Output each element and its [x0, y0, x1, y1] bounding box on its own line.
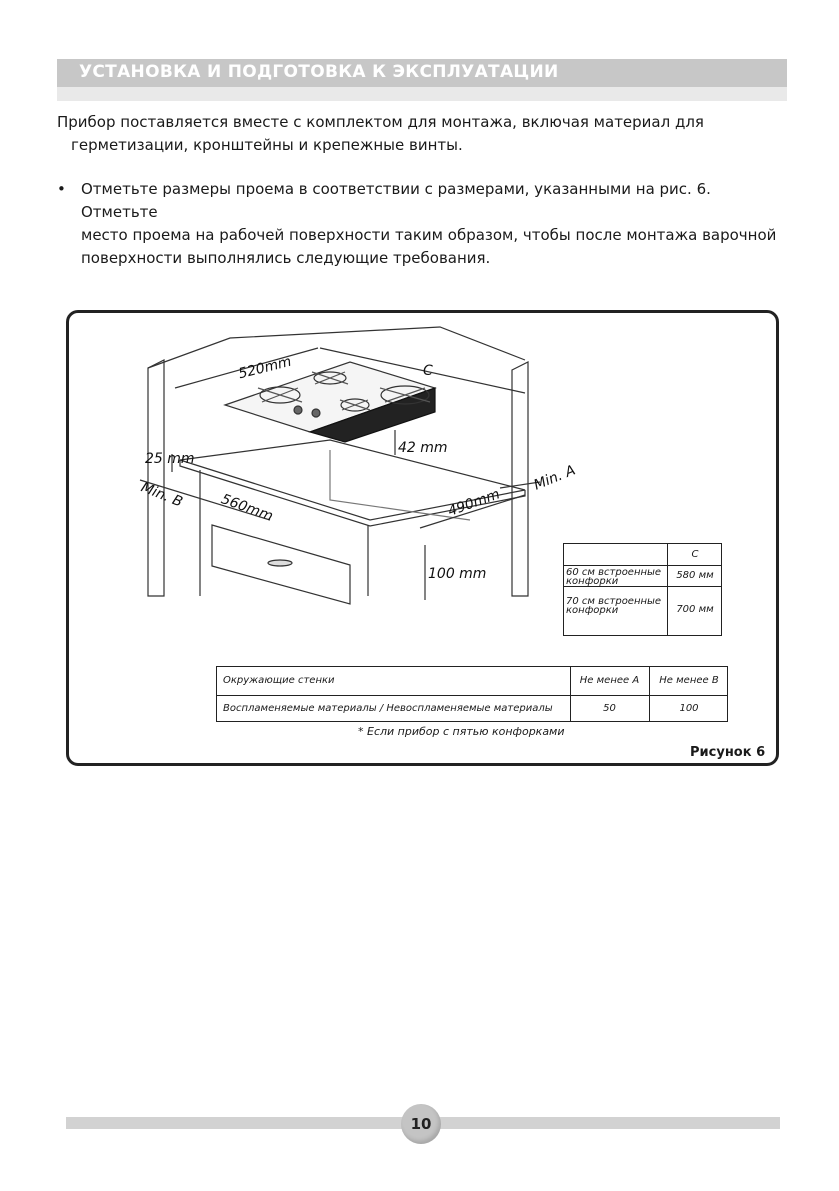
materials-row-a: 50	[603, 703, 616, 714]
knob-1	[294, 406, 302, 414]
dim-label-100: 100 mm	[428, 566, 487, 582]
c-table-row1-label-2: конфорки	[566, 576, 619, 587]
knob-2	[312, 409, 320, 417]
dim-label-490: 490mm	[445, 486, 503, 520]
materials-header-a: Не менее A	[579, 675, 640, 686]
section-title: УСТАНОВКА И ПОДГОТОВКА К ЭКСПЛУАТАЦИИ	[79, 62, 559, 82]
page-number-badge	[401, 1104, 441, 1144]
intro-line-2: герметизации, кронштейны и крепежные винты.	[71, 136, 463, 154]
figure-caption: Рисунок 6	[690, 745, 766, 760]
right-wall	[512, 362, 528, 596]
dim-label-520: 520mm	[236, 353, 294, 383]
c-table-row1-label-1: 60 см встроенные	[566, 567, 662, 578]
c-table-header: C	[691, 549, 699, 560]
c-dimension-table	[563, 543, 722, 636]
intro-line-1: Прибор поставляется вместе с комплектом для монтажа, включая материал для	[57, 113, 704, 131]
materials-row-label: Воспламеняемые материалы / Невоспламеняемые материалы	[223, 703, 553, 714]
dim-label-560: 560mm	[218, 491, 276, 525]
c-table-row2-label-2: конфорки	[566, 605, 619, 616]
bullet-icon: •	[57, 180, 66, 198]
c-table-row2-label-1: 70 см встроенные	[566, 596, 662, 607]
dim-label-min-a: Min. A	[531, 462, 578, 494]
materials-row-b: 100	[679, 703, 699, 714]
bullet-line-1: Отметьте размеры проема в соответствии с размерами, указанными на рис. 6. Отметьте	[81, 180, 711, 221]
materials-header-b: Не менее B	[659, 675, 719, 686]
materials-table	[216, 666, 728, 722]
dim-label-42: 42 mm	[398, 440, 448, 456]
dim-label-c: C	[423, 363, 433, 379]
figure-footnote: * Если прибор с пятью конфорками	[358, 725, 565, 738]
bullet-line-3: поверхности выполнялись следующие требования.	[81, 249, 491, 267]
c-table-row1-value: 580 мм	[676, 570, 714, 581]
page-number: 10	[410, 1115, 432, 1133]
dim-label-min-b: Min. B	[138, 479, 185, 511]
left-wall	[148, 360, 164, 596]
bullet-line-2: место проема на рабочей поверхности таким образом, чтобы после монтажа варочной	[81, 226, 777, 244]
dim-label-25: 25 mm	[145, 451, 195, 467]
c-table-row2-value: 700 мм	[676, 604, 714, 615]
materials-header-label: Окружающие стенки	[223, 675, 335, 686]
drawer-handle	[268, 560, 292, 566]
back-wall-edge	[148, 327, 525, 368]
